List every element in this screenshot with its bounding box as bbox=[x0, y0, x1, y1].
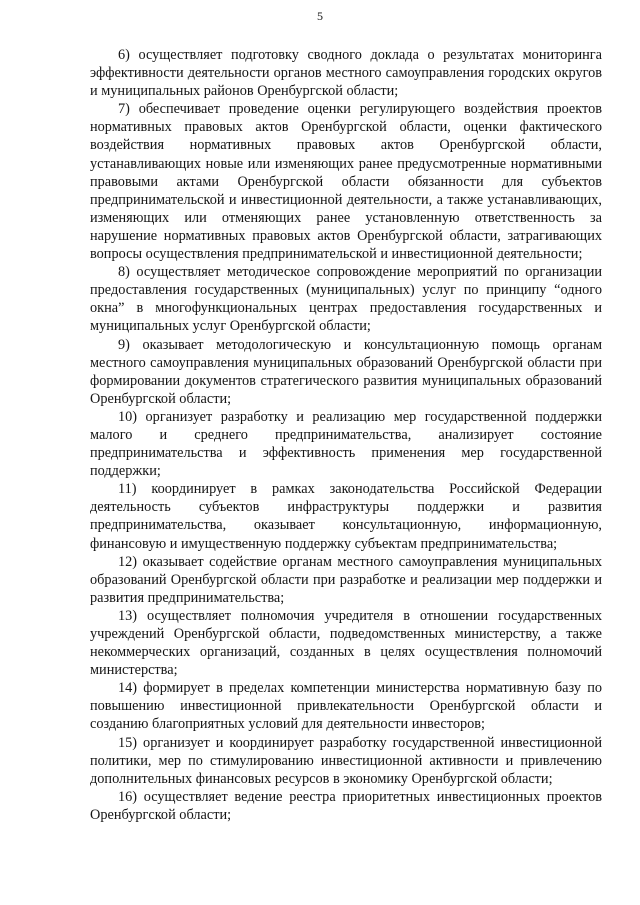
page-number: 5 bbox=[317, 9, 323, 23]
paragraph-item-15: 15) организует и координирует разработку государственной инвестиционной политики, мер по стимулированию инвестиционной активности и привлечению дополнительных финансовых ресурсов в экономику Оренбургской области; bbox=[90, 734, 602, 787]
paragraph-item-6: 6) осуществляет подготовку сводного доклада о результатах мониторинга эффективности деятельности органов местного самоуправления городских округов и муниципальных районов Оренбургской области; bbox=[90, 47, 602, 100]
paragraph-item-9: 9) оказывает методологическую и консультационную помощь органам местного самоуправления муниципальных образований Оренбургской области при формировании документов стратегического развития муниципальных образований Оренбургской области; bbox=[90, 336, 602, 407]
paragraph-item-7: 7) обеспечивает проведение оценки регулирующего воздействия проектов нормативных правовых актов Оренбургской области, оценки фактического воздействия нормативных правовых актов Оренбургской области, устанавливающих новые или изменяющих ранее предусмотренные нормативными правовыми актами Оренбургской области обязанности для субъектов предпринимательской и инвестиционной деятельности, а также устанавливающих, изменяющих или отменяющих ранее установленную ответственность за нарушение нормативных правовых актов Оренбургской области, затрагивающих вопросы осуществления предпринимательской и инвестиционной деятельности; bbox=[90, 101, 602, 263]
paragraph-item-8: 8) осуществляет методическое сопровождение мероприятий по организации предоставления государственных (муниципальных) услуг по принципу “одного окна” в многофункциональных центрах предоставления государственных и муниципальных услуг Оренбургской области; bbox=[90, 264, 602, 335]
paragraph-item-12: 12) оказывает содействие органам местного самоуправления муниципальных образований Оренбургской области при разработке и реализации мер поддержки и развития предпринимательства; bbox=[90, 553, 602, 606]
paragraph-item-11: 11) координирует в рамках законодательства Российской Федерации деятельность субъектов инфраструктуры поддержки и развития предпринимательства, оказывает консультационную, информационную, финансовую и имущественную поддержку субъектам предпринимательства; bbox=[90, 481, 602, 552]
paragraph-item-13: 13) осуществляет полномочия учредителя в отношении государственных учреждений Оренбургской области, подведомственных министерству, а также некоммерческих организаций, созданных в целях осуществления полномочий министерства; bbox=[90, 607, 602, 679]
document-body bbox=[90, 46, 602, 824]
paragraph-item-14: 14) формирует в пределах компетенции министерства нормативную базу по повышению инвестиционной привлекательности Оренбургской области и созданию благоприятных условий для деятельности инвесторов; bbox=[90, 680, 602, 733]
paragraph-item-10: 10) организует разработку и реализацию мер государственной поддержки малого и среднего предпринимательства, анализирует состояние предпринимательства и эффективность применения мер государственной поддержки; bbox=[90, 408, 602, 480]
paragraph-item-16: 16) осуществляет ведение реестра приоритетных инвестиционных проектов Оренбургской области; bbox=[90, 788, 602, 823]
